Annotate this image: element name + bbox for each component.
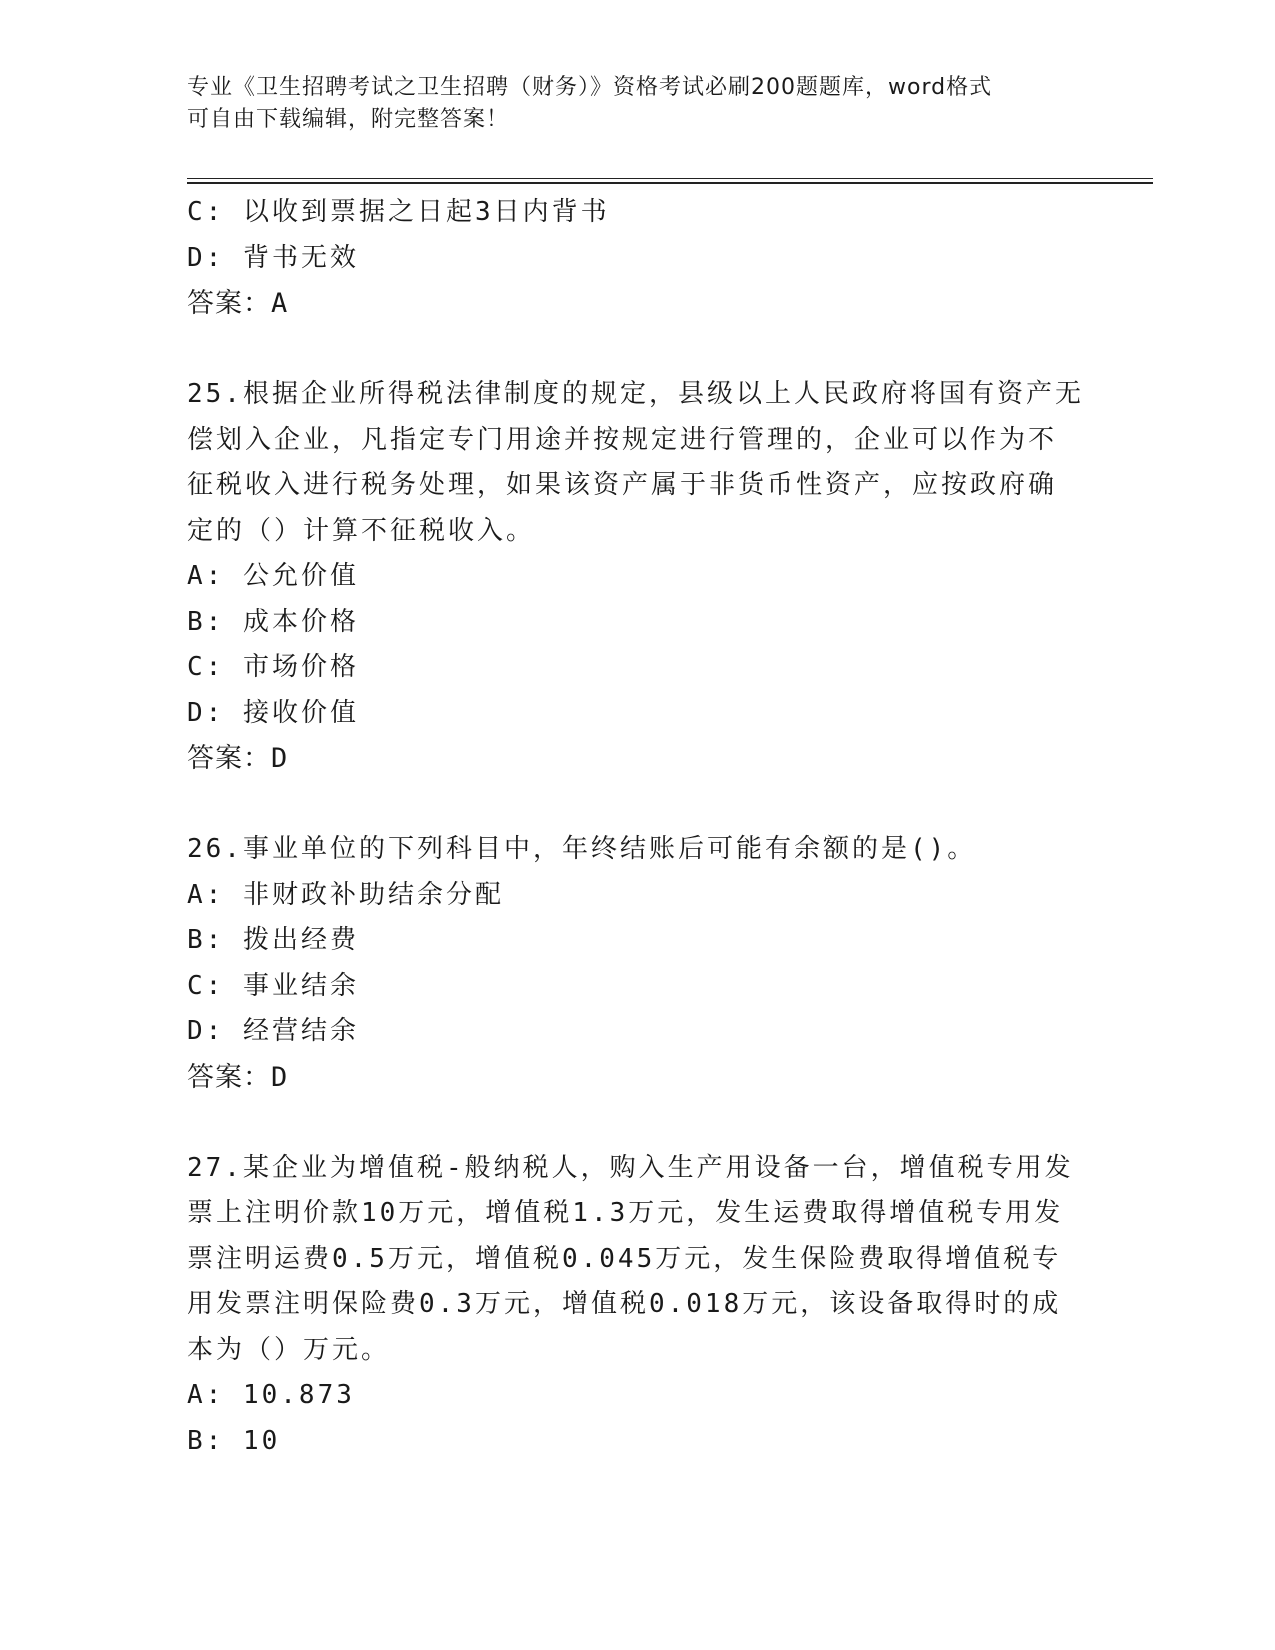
option-key: B: [187, 606, 225, 637]
answer-value: A [271, 288, 289, 319]
question-stem-line: 27.某企业为增值税-般纳税人，购入生产用设备一台，增值税专用发 [187, 1152, 1074, 1183]
answer-line [187, 281, 1087, 327]
option-text: 接收价值 [242, 697, 359, 728]
option-a [187, 554, 1087, 600]
option-d [187, 691, 1087, 737]
option-text: 10.873 [242, 1380, 355, 1410]
option-key: B: [187, 925, 225, 955]
question-24-tail [187, 190, 1087, 327]
question-26 [187, 827, 1087, 1100]
option-b [187, 1419, 1087, 1465]
header-title-line-2: 可自由下载编辑，附完整答案！ [187, 107, 510, 132]
option-key: A: [187, 561, 225, 591]
option-d [187, 236, 1087, 282]
answer-label: 答案： [187, 743, 271, 774]
option-text: 事业结余 [242, 970, 359, 1001]
option-text: 以收到票据之日起3日内背书 [242, 197, 610, 227]
option-b [187, 600, 1087, 646]
option-c [187, 964, 1087, 1010]
page-header [187, 72, 1067, 136]
question-stem-line: 票注明运费0.5万元，增值税0.045万元，发生保险费取得增值税专 [187, 1243, 1062, 1274]
option-key: A: [187, 879, 225, 910]
option-text: 10 [242, 1425, 281, 1456]
answer-value: D [271, 1061, 289, 1093]
option-key: C: [187, 652, 225, 682]
answer-line [187, 1055, 1087, 1101]
option-text: 背书无效 [242, 242, 359, 273]
option-c [187, 645, 1087, 691]
answer-label: 答案： [187, 1061, 271, 1093]
question-25 [187, 372, 1087, 782]
option-key: D: [187, 1016, 225, 1046]
option-text: 成本价格 [242, 606, 359, 637]
question-stem-line: 票上注明价款10万元，增值税1.3万元，发生运费取得增值税专用发 [187, 1198, 1064, 1228]
question-stem-line: 征税收入进行税务处理，如果该资产属于非货币性资产，应按政府确 [187, 470, 1058, 500]
spacer [187, 1100, 1087, 1146]
option-b [187, 918, 1087, 964]
question-content [187, 190, 1087, 1464]
option-a [187, 873, 1087, 919]
option-text: 非财政补助结余分配 [242, 879, 504, 910]
header-title-line-1: 专业《卫生招聘考试之卫生招聘（财务）》资格考试必刷200题题库，word格式 [187, 75, 993, 100]
answer-value: D [271, 743, 289, 774]
answer-line [187, 736, 1087, 782]
option-text: 公允价值 [242, 561, 359, 591]
question-27 [187, 1146, 1087, 1465]
question-stem-line: 偿划入企业，凡指定专门用途并按规定进行管理的，企业可以作为不 [187, 424, 1058, 455]
spacer [187, 327, 1087, 373]
question-stem-line: 用发票注明保险费0.3万元，增值税0.018万元，该设备取得时的成 [187, 1289, 1062, 1319]
question-stem-line: 25.根据企业所得税法律制度的规定，县级以上人民政府将国有资产无 [187, 379, 1084, 409]
option-key: D: [187, 242, 225, 273]
option-key: C: [187, 970, 225, 1001]
spacer [187, 782, 1087, 828]
option-text: 经营结余 [242, 1016, 359, 1046]
header-rule-thick [187, 182, 1153, 184]
question-stem-line: 定的（）计算不征税收入。 [187, 515, 536, 546]
option-text: 拨出经费 [242, 925, 359, 955]
option-key: D: [187, 697, 225, 728]
option-a [187, 1373, 1087, 1419]
option-key: A: [187, 1380, 225, 1410]
question-stem-line: 本为（）万元。 [187, 1334, 391, 1365]
option-text: 市场价格 [242, 652, 359, 682]
option-key: B: [187, 1425, 225, 1456]
option-key: C: [187, 197, 225, 227]
header-rule-thin [187, 178, 1153, 179]
option-d [187, 1009, 1087, 1055]
question-stem-line: 26.事业单位的下列科目中，年终结账后可能有余额的是()。 [187, 834, 977, 864]
option-c [187, 190, 1087, 236]
answer-label: 答案： [187, 288, 271, 319]
